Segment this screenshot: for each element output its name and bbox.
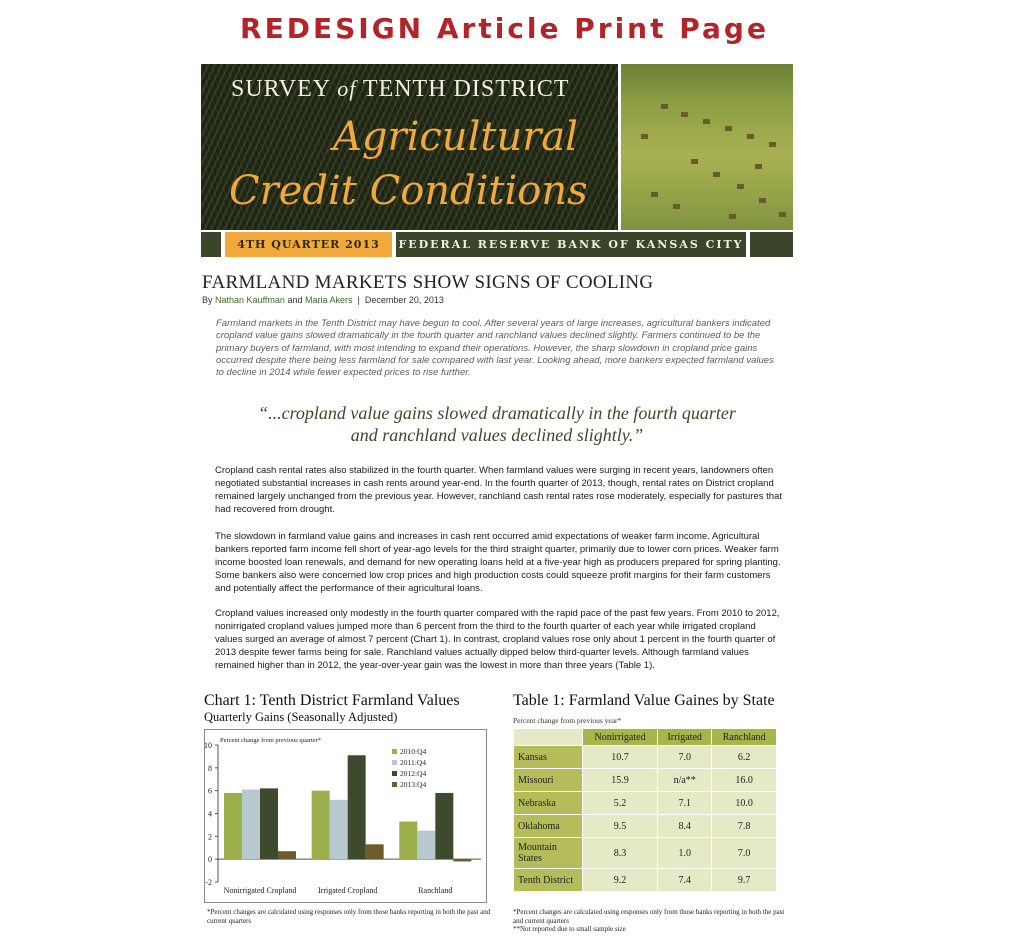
byline-by: By bbox=[202, 295, 213, 305]
table-cell-value: 9.7 bbox=[712, 869, 777, 892]
publication-banner bbox=[201, 64, 793, 257]
chart-y-tick-label: 6 bbox=[208, 786, 212, 796]
table-cell-value: 8.3 bbox=[583, 838, 658, 869]
body-paragraph-1: Cropland cash rental rates also stabilized in the fourth quarter. When farmland values were surging in recent years, landowners often negotiated substantial increases in cash rents around year-end. In the fourth quarter of 2013, though, rental rates on District cropland remained largely unchanged from the previous year. However, ranchland cash rental rates rose moderately, especially for pastures that had recovered from drought. bbox=[215, 465, 782, 516]
banner-survey-suffix: TENTH DISTRICT bbox=[362, 76, 570, 102]
chart-y-tick-label: -2 bbox=[205, 878, 212, 887]
banner-quarter-label: 4TH QUARTER 2013 bbox=[225, 232, 392, 257]
table-cell-value: 5.2 bbox=[583, 792, 658, 815]
banner-survey-of: of bbox=[337, 76, 357, 101]
table-cell-value: 10.0 bbox=[712, 792, 777, 815]
table-header-row bbox=[514, 729, 777, 746]
chart-legend-label: 2011:Q4 bbox=[400, 758, 426, 767]
chart-y-tick-label: 8 bbox=[208, 763, 212, 773]
author-link-kauffman[interactable]: Nathan Kauffman bbox=[215, 295, 285, 305]
byline bbox=[202, 295, 444, 305]
banner-title-panel bbox=[201, 64, 618, 230]
farmland-value-table bbox=[513, 728, 777, 892]
banner-publisher-label: FEDERAL RESERVE BANK OF KANSAS CITY bbox=[396, 232, 746, 257]
table-cell-state: Nebraska bbox=[514, 792, 583, 815]
table-cell-value: 1.0 bbox=[658, 838, 712, 869]
chart-y-axis-label: Percent change from previous quarter* bbox=[220, 737, 322, 744]
chart-category-label: Ranchland bbox=[418, 886, 453, 895]
chart-legend-label: 2010:Q4 bbox=[400, 747, 427, 756]
table-header-ranchland: Ranchland bbox=[712, 729, 777, 746]
table-cell-value: 6.2 bbox=[712, 746, 777, 769]
table-row bbox=[514, 769, 777, 792]
table-row bbox=[514, 838, 777, 869]
table-cell-value: 8.4 bbox=[658, 815, 712, 838]
table1-unit-note: Percent change from previous year* bbox=[513, 716, 622, 725]
table-row bbox=[514, 792, 777, 815]
table-cell-value: 7.1 bbox=[658, 792, 712, 815]
banner-title-line2: Credit Conditions bbox=[229, 168, 588, 214]
page-heading: REDESIGN Article Print Page bbox=[240, 12, 769, 45]
table-row bbox=[514, 746, 777, 769]
body-paragraph-3: Cropland values increased only modestly in the fourth quarter compared with the rapid pace of the past few years. From 2010 to 2012, nonirrigated cropland values jumped more than 6 percent from the third to the fourth quarter of each year while irrigated cropland values surged an average of almost 7 percent (Chart 1). In contrast, cropland values rose only about 1 percent in the fourth quarter of 2013 despite fewer farms being for sale. Ranchland values actually dipped below third-quarter levels. Although farmland values remained higher than in 2012, the year-over-year gain was the lowest in more than three years (Table 1). bbox=[215, 608, 780, 672]
table1-footnotes bbox=[513, 908, 793, 934]
table-cell-value: 9.2 bbox=[583, 869, 658, 892]
table-cell-state: Tenth District bbox=[514, 869, 583, 892]
chart1-frame bbox=[204, 729, 487, 903]
chart1-footnote: *Percent changes are calculated using responses only from those banks reporting in both the past and current quarters bbox=[207, 908, 491, 925]
table-cell-value: 10.7 bbox=[583, 746, 658, 769]
table-header-blank bbox=[514, 729, 583, 746]
author-link-akers[interactable]: Maria Akers bbox=[304, 295, 353, 305]
table-cell-value: 9.5 bbox=[583, 815, 658, 838]
article-date: December 20, 2013 bbox=[364, 295, 444, 305]
body-paragraph-2: The slowdown in farmland value gains and increases in cash rent occurred amid expectations of weaker farm income. Agricultural bankers reported farm income fell short of year-ago levels for the third straight quarter, primarily due to lower corn prices. Weaker farm income boosted loan renewals, and demand for new operating loans held at a five-year high as producers prepared for spring planting. Some bankers also were concerned low crop prices and high production costs could squeeze profit margins for their farm customers and potentially affect the performance of their agricultural loans. bbox=[215, 531, 781, 595]
table-cell-value: n/a** bbox=[658, 769, 712, 792]
table-cell-value: 7.4 bbox=[658, 869, 712, 892]
table-cell-state: Missouri bbox=[514, 769, 583, 792]
chart-y-tick-label: 0 bbox=[208, 855, 212, 865]
chart-y-tick-label: 10 bbox=[204, 741, 212, 750]
banner-survey-line bbox=[231, 76, 570, 103]
chart1-title: Chart 1: Tenth District Farmland Values bbox=[204, 692, 460, 709]
chart-y-tick-label: 4 bbox=[208, 809, 212, 819]
table1-title: Table 1: Farmland Value Gaines by State bbox=[513, 692, 775, 709]
table-header-nonirrigated: Nonirrigated bbox=[583, 729, 658, 746]
table-cell-state: Kansas bbox=[514, 746, 583, 769]
table-cell-value: 7.0 bbox=[712, 838, 777, 869]
banner-survey-prefix: SURVEY bbox=[231, 76, 331, 102]
article-abstract: Farmland markets in the Tenth District may have begun to cool. After several years of large increases, agricultural bankers indicated cropland value gains slowed dramatically in the fourth quarter and ranchland values declined slightly. Farmers continued to be the primary buyers of farmland, with most intending to expand their operations. However, the sharp slowdown in cropland price gains occurred despite there being less farmland for sale compared with last year. Looking ahead, more bankers expected farmland values to decline in 2014 while fewer expected prices to rise further. bbox=[216, 318, 774, 379]
pull-quote bbox=[201, 402, 793, 446]
byline-and: and bbox=[287, 295, 303, 305]
pull-quote-line2: and ranchland values declined slightly.” bbox=[350, 425, 644, 445]
table-cell-value: 15.9 bbox=[583, 769, 658, 792]
banner-title-line1: Agricultural bbox=[333, 114, 578, 160]
pull-quote-line1: “...cropland value gains slowed dramatically in the fourth quarter bbox=[258, 403, 736, 423]
chart-category-label: Irrigated Cropland bbox=[318, 886, 378, 895]
table-header-irrigated: Irrigated bbox=[658, 729, 712, 746]
table-cell-value: 7.0 bbox=[658, 746, 712, 769]
article-title: FARMLAND MARKETS SHOW SIGNS OF COOLING bbox=[202, 272, 654, 293]
banner-strip-right bbox=[750, 232, 793, 257]
table-row bbox=[514, 815, 777, 838]
hay-field-photo bbox=[621, 64, 793, 230]
table-cell-state: Mountain States bbox=[514, 838, 583, 869]
table-cell-value: 16.0 bbox=[712, 769, 777, 792]
chart-category-label: Nonirrigated Cropland bbox=[223, 886, 297, 895]
table-row bbox=[514, 869, 777, 892]
chart1-subtitle: Quarterly Gains (Seasonally Adjusted) bbox=[204, 710, 398, 724]
byline-separator: | bbox=[357, 295, 360, 305]
table-cell-value: 7.8 bbox=[712, 815, 777, 838]
banner-strip-left bbox=[201, 232, 221, 257]
table1-footnote-2: **Not reported due to small sample size bbox=[513, 925, 626, 933]
chart-legend-label: 2013:Q4 bbox=[400, 780, 427, 789]
chart-legend-label: 2012:Q4 bbox=[400, 769, 427, 778]
chart-y-tick-label: 2 bbox=[208, 832, 212, 842]
table1-footnote-1: *Percent changes are calculated using responses only from those banks reporting in both the past and current quarters bbox=[513, 908, 785, 925]
table-cell-state: Oklahoma bbox=[514, 815, 583, 838]
